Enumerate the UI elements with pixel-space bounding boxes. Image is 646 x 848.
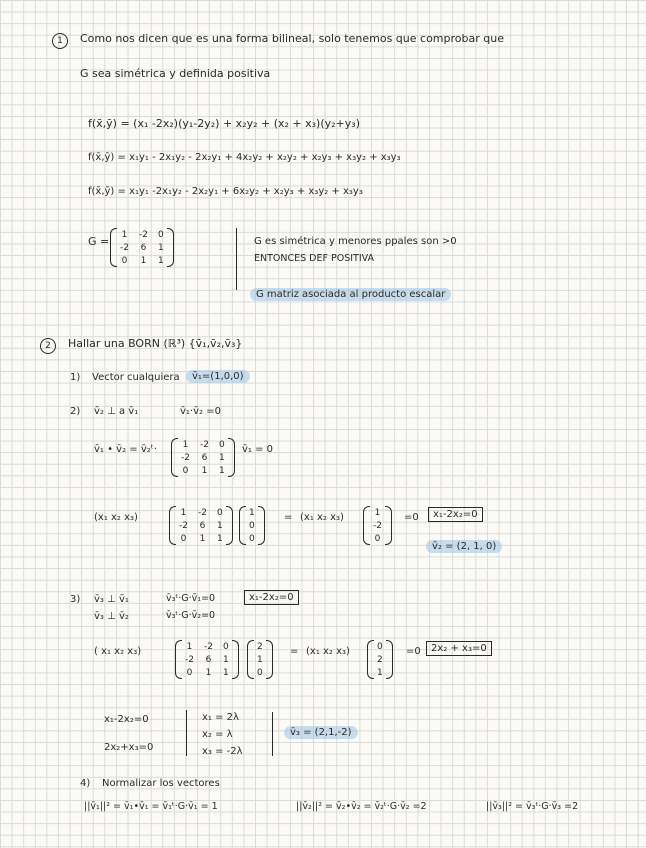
matrix-cell: -2	[181, 452, 190, 463]
system-left-2: 2x₂+x₃=0	[104, 742, 154, 753]
matrix-cell: 1	[157, 242, 164, 253]
step-2-expression: v̄₁ • v̄₂ = v̄₂ᵗ·	[94, 444, 157, 455]
matrix-cell: 6	[140, 242, 147, 253]
matrix-cell: 1	[201, 465, 208, 476]
matrix-cell: -2	[199, 439, 209, 450]
step-2-dot: v̄₁·v̄₂ =0	[180, 406, 221, 417]
norm-v1: ||v̄₁||² = v̄₁•v̄₁ = v̄₁ᵗ·G·v̄₁ = 1	[84, 801, 218, 812]
step-2-row-vector: (x₁ x₂ x₃)	[94, 512, 138, 523]
step-2-g-matrix-2	[174, 506, 228, 545]
g-right-brace	[236, 228, 237, 290]
system-right-1: x₁ = 2λ	[202, 712, 239, 723]
step-3-row-vector-2: (x₁ x₂ x₃)	[306, 646, 350, 657]
system-brace-2	[272, 712, 273, 756]
matrix-cell: 6	[201, 452, 208, 463]
step-3-v2-vector	[252, 640, 268, 679]
vector-cell: 0	[377, 641, 383, 652]
step-2-equals: =	[284, 512, 293, 523]
matrix-cell: 0	[222, 641, 229, 652]
step-2-eq0: =0	[404, 512, 419, 523]
p1-intro-line-2: G sea simétrica y definida positiva	[80, 67, 271, 80]
step-3-eq0: =0	[406, 646, 421, 657]
step-2-g-matrix	[176, 438, 230, 477]
vector-cell: 1	[249, 507, 255, 518]
matrix-cell: -2	[203, 641, 213, 652]
system-right-2: x₂ = λ	[202, 729, 233, 740]
norm-v3: ||v̄₃||² = v̄₃ᵗ·G·v̄₃ =2	[486, 801, 579, 812]
step-3-row-vector: ( x₁ x₂ x₃)	[94, 646, 142, 657]
step-2-number: 2)	[70, 406, 81, 417]
matrix-cell: 0	[157, 229, 164, 240]
g-note-positive-definite: ENTONCES DEF POSITIVA	[254, 253, 375, 264]
vector-cell: 0	[249, 520, 255, 531]
step-3-column	[372, 640, 388, 679]
matrix-cell: 1	[121, 229, 128, 240]
vector-cell: 0	[374, 533, 381, 544]
g-note-symmetric: G es simétrica y menores ppales son >0	[254, 236, 457, 247]
matrix-cell: 1	[205, 667, 212, 678]
step-4-number: 4)	[80, 778, 91, 789]
matrix-cell: 1	[218, 452, 225, 463]
step-1-v1: v̄₁=(1,0,0)	[186, 370, 250, 383]
matrix-cell: 0	[216, 507, 223, 518]
matrix-cell: 1	[218, 465, 225, 476]
step-3-g-matrix	[180, 640, 234, 679]
vector-cell: -2	[373, 520, 382, 531]
p1-formula-2: f(x̄,ȳ) = x₁y₁ - 2x₁y₂ - 2x₂y₁ + 4x₂y₂ + x₂y₂ + x₂y₃ + x₃y₂ + x₃y₃	[88, 152, 401, 163]
matrix-cell: 0	[121, 255, 128, 266]
norm-v2: ||v̄₂||² = v̄₂•v̄₂ = v̄₂ᵗ·G·v̄₂ =2	[296, 801, 427, 812]
step-3-perp-1: v̄₃ ⊥ v̄₁	[94, 594, 129, 605]
step-2-column	[368, 506, 387, 545]
step-3-cond-2: v̄₃ᵗ·G·v̄₂=0	[166, 610, 216, 621]
matrix-cell: 1	[216, 520, 223, 531]
matrix-cell: 0	[180, 533, 187, 544]
matrix-cell: 6	[199, 520, 206, 531]
step-2-v2: v̄₂ = (2, 1, 0)	[426, 540, 502, 553]
matrix-cell: 1	[182, 439, 189, 450]
system-brace	[186, 710, 187, 756]
step-2-equation-box: x₁-2x₂=0	[428, 507, 483, 522]
vector-cell: 2	[377, 654, 383, 665]
step-2-e1-vector	[244, 506, 260, 545]
step-3-equation-box-2: 2x₂ + x₃=0	[426, 641, 492, 656]
step-3-v3: v̄₃ = (2,1,-2)	[284, 726, 358, 739]
vector-cell: 0	[249, 533, 255, 544]
p2-title: Hallar una BORN (ℝ³) {v̄₁,v̄₂,v̄₃}	[68, 337, 243, 350]
vector-cell: 1	[257, 654, 263, 665]
matrix-cell: 0	[186, 667, 193, 678]
problem-1-number: 1	[52, 33, 68, 49]
problem-2-number: 2	[40, 338, 56, 354]
matrix-cell: 6	[205, 654, 212, 665]
matrix-cell: 0	[182, 465, 189, 476]
step-3-cond-1: v̄₃ᵗ·G·v̄₁=0	[166, 593, 216, 604]
matrix-cell: 1	[180, 507, 187, 518]
p1-intro-line-1: Como nos dicen que es una forma bilineal, solo tenemos que comprobar que	[80, 32, 504, 45]
matrix-cell: 1	[216, 533, 223, 544]
g-note-associated-matrix: G matriz asociada al producto escalar	[250, 288, 451, 301]
matrix-cell: 1	[157, 255, 164, 266]
matrix-cell: 1	[186, 641, 193, 652]
step-3-perp-2: v̄₃ ⊥ v̄₂	[94, 611, 129, 622]
matrix-cell: -2	[197, 507, 207, 518]
system-right-3: x₃ = -2λ	[202, 746, 243, 757]
matrix-cell: 1	[199, 533, 206, 544]
step-1-text: Vector cualquiera	[92, 372, 180, 383]
vector-cell: 1	[374, 507, 381, 518]
matrix-cell: 1	[222, 667, 229, 678]
matrix-cell: -2	[185, 654, 194, 665]
step-2-expression-end: v̄₁ = 0	[242, 444, 274, 455]
matrix-cell: -2	[120, 242, 129, 253]
g-matrix	[115, 228, 169, 267]
step-3-equals: =	[290, 646, 299, 657]
step-1-number: 1)	[70, 372, 81, 383]
p1-formula-1: f(x̄,ȳ) = (x₁ -2x₂)(y₁-2y₂) + x₂y₂ + (x₂ + x₃)(y₂+y₃)	[88, 117, 360, 130]
step-2-row-vector-2: (x₁ x₂ x₃)	[300, 512, 344, 523]
p1-formula-3: f(x̄,ȳ) = x₁y₁ -2x₁y₂ - 2x₂y₁ + 6x₂y₂ + x₂y₃ + x₃y₂ + x₃y₃	[88, 186, 363, 197]
step-4-text: Normalizar los vectores	[102, 778, 220, 789]
step-2-perp: v̄₂ ⊥ a v̄₁	[94, 406, 139, 417]
vector-cell: 0	[257, 667, 263, 678]
matrix-cell: -2	[179, 520, 188, 531]
step-3-number: 3)	[70, 594, 81, 605]
step-3-equation-box-1: x₁-2x₂=0	[244, 590, 299, 605]
matrix-cell: 1	[222, 654, 229, 665]
g-label: G =	[88, 235, 110, 248]
system-left-1: x₁-2x₂=0	[104, 714, 149, 725]
matrix-cell: -2	[138, 229, 148, 240]
vector-cell: 2	[257, 641, 263, 652]
matrix-cell: 0	[218, 439, 225, 450]
vector-cell: 1	[377, 667, 383, 678]
matrix-cell: 1	[140, 255, 147, 266]
